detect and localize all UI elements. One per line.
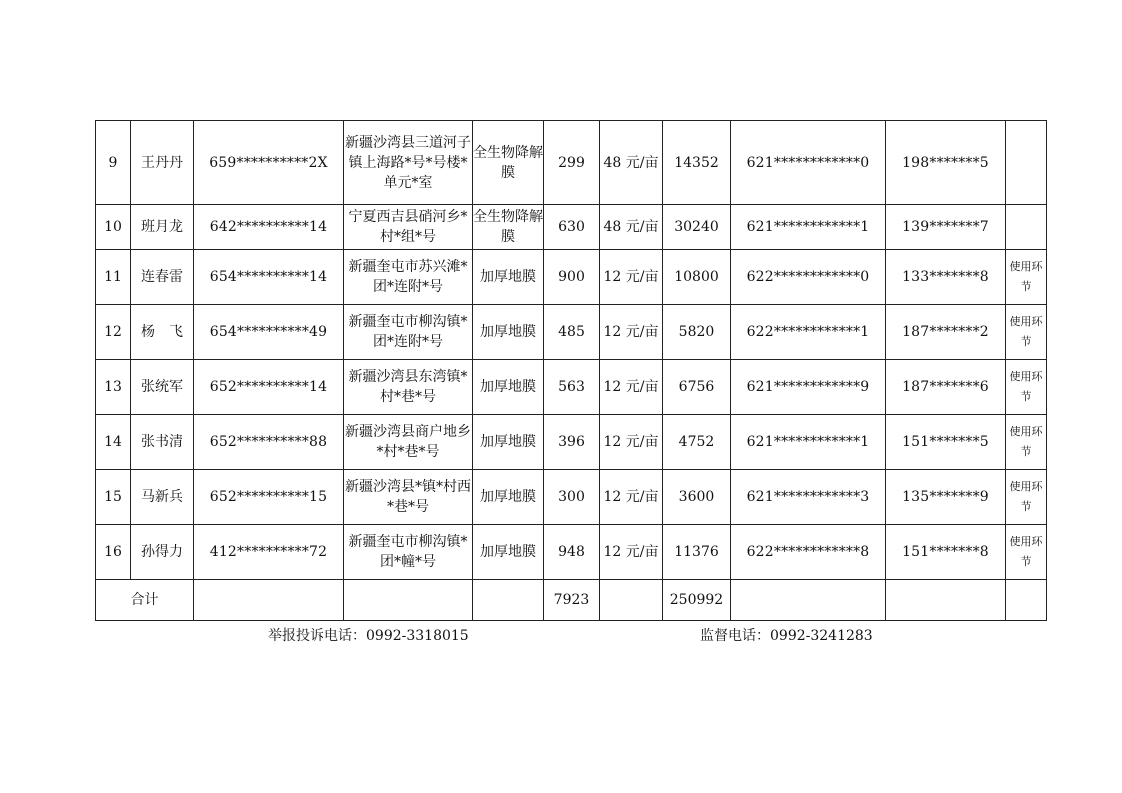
total-amount: 250992 [663,580,731,621]
subsidy-rate: 12 元/亩 [600,305,663,360]
subsidy-amount: 6756 [663,360,731,415]
address: 新疆奎屯市柳沟镇*团*幢*号 [344,525,473,580]
row-number: 9 [96,121,131,205]
row-number: 10 [96,205,131,250]
phone-number: 198*******5 [886,121,1006,205]
row-number: 16 [96,525,131,580]
note: 使用环节 [1006,305,1047,360]
id-number: 642**********14 [194,205,344,250]
bank-account: 622************8 [731,525,886,580]
farmer-name: 王丹丹 [131,121,194,205]
bank-account: 621************1 [731,415,886,470]
bank-account: 622************0 [731,250,886,305]
row-number: 15 [96,470,131,525]
phone-number: 135*******9 [886,470,1006,525]
row-number: 14 [96,415,131,470]
note: 使用环节 [1006,250,1047,305]
address: 新疆奎屯市苏兴滩*团*连附*号 [344,250,473,305]
area: 485 [544,305,600,360]
table-row [96,470,1047,525]
empty-cell [600,580,663,621]
id-number: 659**********2X [194,121,344,205]
complaint-hotline: 举报投诉电话：0992-3318015 [268,628,469,644]
film-type: 加厚地膜 [473,470,544,525]
area: 900 [544,250,600,305]
film-type: 加厚地膜 [473,250,544,305]
area: 948 [544,525,600,580]
table-row [96,205,1047,250]
address: 新疆沙湾县*镇*村西*巷*号 [344,470,473,525]
area: 300 [544,470,600,525]
subsidy-amount: 4752 [663,415,731,470]
film-type: 全生物降解膜 [473,121,544,205]
id-number: 652**********15 [194,470,344,525]
address: 新疆沙湾县东湾镇*村*巷*号 [344,360,473,415]
phone-number: 133*******8 [886,250,1006,305]
note: 使用环节 [1006,525,1047,580]
farmer-name: 张书清 [131,415,194,470]
subsidy-rate: 48 元/亩 [600,205,663,250]
address: 新疆沙湾县三道河子镇上海路*号*号楼*单元*室 [344,121,473,205]
empty-cell [194,580,344,621]
table-row [96,250,1047,305]
phone-number: 187*******2 [886,305,1006,360]
id-number: 654**********49 [194,305,344,360]
row-number: 12 [96,305,131,360]
subsidy-rate: 12 元/亩 [600,360,663,415]
subsidy-rate: 48 元/亩 [600,121,663,205]
farmer-name: 杨 飞 [131,305,194,360]
note: 使用环节 [1006,470,1047,525]
phone-number: 151*******5 [886,415,1006,470]
note [1006,121,1047,205]
row-number: 13 [96,360,131,415]
bank-account: 621************1 [731,205,886,250]
farmer-name: 孙得力 [131,525,194,580]
subsidy-amount: 5820 [663,305,731,360]
subsidy-rate: 12 元/亩 [600,250,663,305]
film-type: 加厚地膜 [473,305,544,360]
subsidy-amount: 10800 [663,250,731,305]
farmer-name: 马新兵 [131,470,194,525]
film-type: 加厚地膜 [473,525,544,580]
film-type: 加厚地膜 [473,360,544,415]
address: 宁夏西吉县硝河乡*村*组*号 [344,205,473,250]
phone-number: 139*******7 [886,205,1006,250]
address: 新疆沙湾县商户地乡*村*巷*号 [344,415,473,470]
table-row [96,415,1047,470]
id-number: 412**********72 [194,525,344,580]
bank-account: 621************0 [731,121,886,205]
farmer-name: 张统军 [131,360,194,415]
empty-cell [886,580,1006,621]
note: 使用环节 [1006,415,1047,470]
subsidy-rate: 12 元/亩 [600,470,663,525]
address: 新疆奎屯市柳沟镇*团*连附*号 [344,305,473,360]
farmer-name: 连春雷 [131,250,194,305]
subsidy-table [95,120,1047,621]
subsidy-amount: 30240 [663,205,731,250]
note [1006,205,1047,250]
subsidy-amount: 3600 [663,470,731,525]
id-number: 654**********14 [194,250,344,305]
phone-number: 187*******6 [886,360,1006,415]
farmer-name: 班月龙 [131,205,194,250]
phone-number: 151*******8 [886,525,1006,580]
row-number: 11 [96,250,131,305]
area: 563 [544,360,600,415]
film-type: 加厚地膜 [473,415,544,470]
empty-cell [344,580,473,621]
area: 299 [544,121,600,205]
table-row [96,360,1047,415]
total-row [96,580,1047,621]
empty-cell [1006,580,1047,621]
film-type: 全生物降解膜 [473,205,544,250]
subsidy-amount: 14352 [663,121,731,205]
subsidy-rate: 12 元/亩 [600,525,663,580]
table-row [96,525,1047,580]
area: 630 [544,205,600,250]
bank-account: 621************3 [731,470,886,525]
subsidy-amount: 11376 [663,525,731,580]
empty-cell [731,580,886,621]
table-row [96,305,1047,360]
total-area: 7923 [544,580,600,621]
id-number: 652**********88 [194,415,344,470]
subsidy-rate: 12 元/亩 [600,415,663,470]
supervision-hotline: 监督电话：0992-3241283 [700,628,873,644]
bank-account: 621************9 [731,360,886,415]
id-number: 652**********14 [194,360,344,415]
bank-account: 622************1 [731,305,886,360]
empty-cell [473,580,544,621]
table-row [96,121,1047,205]
total-label: 合计 [96,580,194,621]
area: 396 [544,415,600,470]
note: 使用环节 [1006,360,1047,415]
